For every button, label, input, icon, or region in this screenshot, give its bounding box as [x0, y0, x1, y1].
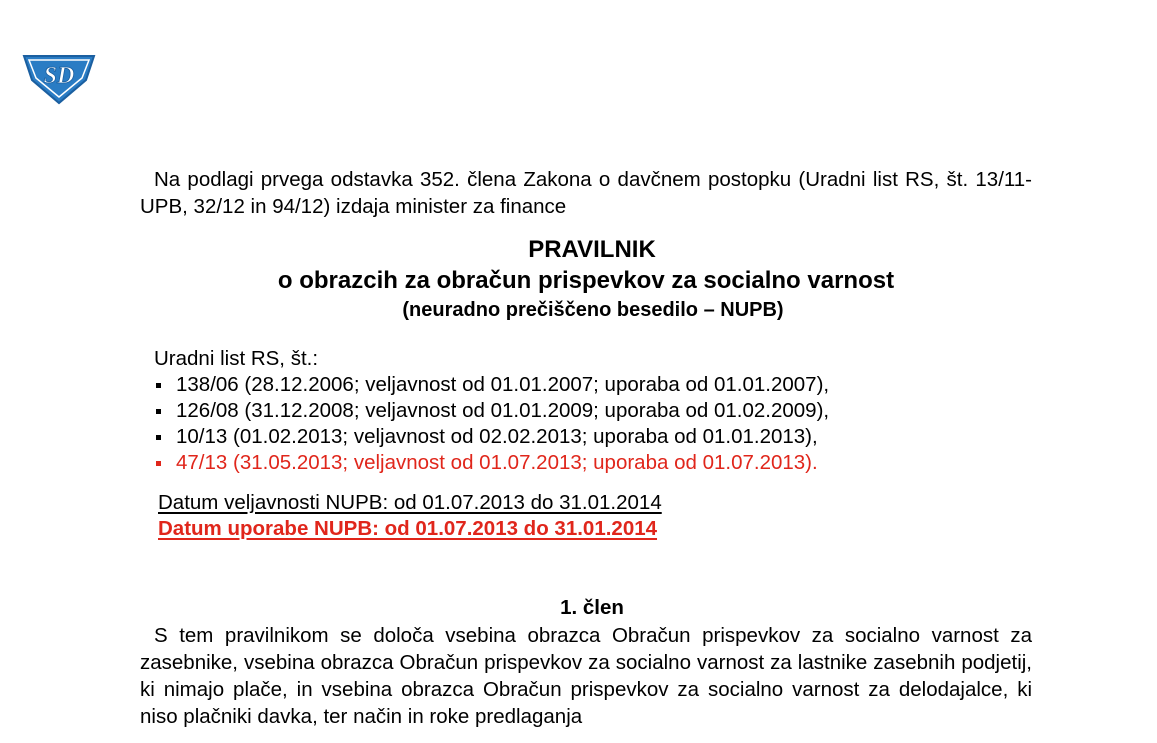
- intro-paragraph: Na podlagi prvega odstavka 352. člena Zakona o davčnem postopku (Uradni list RS, št. 13/11-UPB, 32/12 in 94/12) izdaja minister za finance: [140, 168, 1032, 218]
- article-1-title: 1. člen: [560, 596, 624, 619]
- document-title: PRAVILNIK: [528, 236, 656, 263]
- title-block: [140, 234, 1032, 324]
- article-1-body: S tem pravilnikom se določa vsebina obrazca Obračun prispevkov za socialno varnost za zasebnike, vsebina obrazca Obračun prispevkov za socialno varnost za lastnike zasebnih podjetij, ki nimajo plače, in vsebina obrazca Obračun prispevkov za socialno varnost za delodajalce, ki niso plačniki davka, ter način in roke predlaganja: [140, 624, 1032, 728]
- gazette-item: 138/06 (28.12.2006; veljavnost od 01.01.2007; uporaba od 01.01.2007),: [154, 372, 1032, 398]
- gazette-list: [154, 372, 1032, 476]
- use-date-line: Datum uporabe NUPB: od 01.07.2013 do 31.01.2014: [158, 517, 658, 540]
- gazette-item-highlighted: 47/13 (31.05.2013; veljavnost od 01.07.2013; uporaba od 01.07.2013).: [154, 450, 1032, 476]
- validity-date-line: Datum veljavnosti NUPB: od 01.07.2013 do 31.01.2014: [158, 491, 662, 514]
- gazette-item: 10/13 (01.02.2013; veljavnost od 02.02.2013; uporaba od 01.01.2013),: [154, 424, 1032, 450]
- logo-text: SD: [43, 63, 75, 89]
- sd-logo: [22, 50, 96, 105]
- gazette-section: [140, 346, 1032, 476]
- validity-dates: [140, 490, 1032, 542]
- document-subtitle: o obrazcih za obračun prispevkov za socialno varnost: [277, 267, 895, 294]
- gazette-heading: Uradni list RS, št.:: [154, 347, 319, 370]
- document-note: (neuradno prečiščeno besedilo – NUPB): [402, 299, 784, 321]
- document-page: [140, 166, 1032, 730]
- gazette-item: 126/08 (31.12.2008; veljavnost od 01.01.2009; uporaba od 01.02.2009),: [154, 398, 1032, 424]
